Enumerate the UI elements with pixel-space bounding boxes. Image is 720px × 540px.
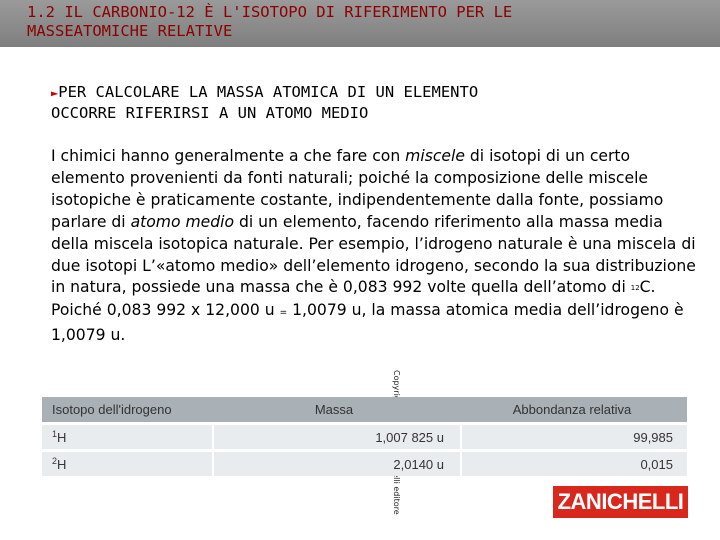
page-title-line-2: MASSEATOMICHE RELATIVE [27,22,233,40]
isotope-symbol: H [57,430,67,445]
isotope-symbol: H [57,457,67,472]
equals-sign: = [279,308,288,319]
column-header-abundance: Abbondanza relativa [461,397,687,424]
table-header-row [42,397,687,424]
abundance-cell: 99,985 [461,424,687,451]
isotope-cell [42,451,213,477]
body-text-5: 1,0079 u, la massa atomica media dell’idrogeno è 1,0079 u. [51,301,684,345]
subheading-line-1: PER CALCOLARE LA MASSA ATOMICA DI UN ELEMENTO [58,83,479,101]
page-title [27,3,707,41]
column-header-isotope: Isotopo dell'idrogeno [42,397,213,424]
table-row [42,451,687,477]
arrow-bullet-icon: ► [51,86,59,100]
body-text-1: I chimici hanno generalmente a che fare con [51,147,406,165]
body-paragraph [51,146,701,347]
column-header-mass: Massa [213,397,461,424]
subheading-line-2: OCCORRE RIFERIRSI A UN ATOMO MEDIO [51,104,369,122]
isotope-mass-number: 1 [52,429,58,439]
body-text-3: di un elemento, facendo riferimento alla massa media della miscela isotopica naturale. Per esempio, l’idrogeno naturale è una miscela di due isotopi L’«atomo medio» dell’elemento idrogeno, secondo la sua distribuzione in natura, possiede una massa che è 0,083 992 volte quella dell’atomo di [51,212,696,297]
abundance-cell: 0,015 [461,451,687,477]
isotope-table [42,397,687,476]
isotope-mass-number: 2 [52,456,58,466]
mass-number-12: 12 [630,284,640,293]
isotope-cell [42,424,213,451]
mass-cell: 1,007 825 u [213,424,461,451]
section-subheading [51,82,691,123]
term-atomo-medio: atomo medio [130,212,235,231]
page-title-line-1: 1.2 IL CARBONIO-12 È L'ISOTOPO DI RIFERIMENTO PER LE [27,3,513,21]
title-bar [0,0,720,47]
body-text-2: di isotopi di un certo elemento provenienti da fonti naturali; poiché la composizione delle miscele isotopiche è praticamente costante, indipendentemente dalla fonte, possiamo parlare di [51,147,664,231]
mass-cell: 2,0140 u [213,451,461,477]
table-row [42,424,687,451]
term-miscele: miscele [405,147,465,165]
body-text-4: C. Poiché 0,083 992 x 12,000 u [51,278,656,320]
zanichelli-logo: ZANICHELLI [553,486,688,518]
